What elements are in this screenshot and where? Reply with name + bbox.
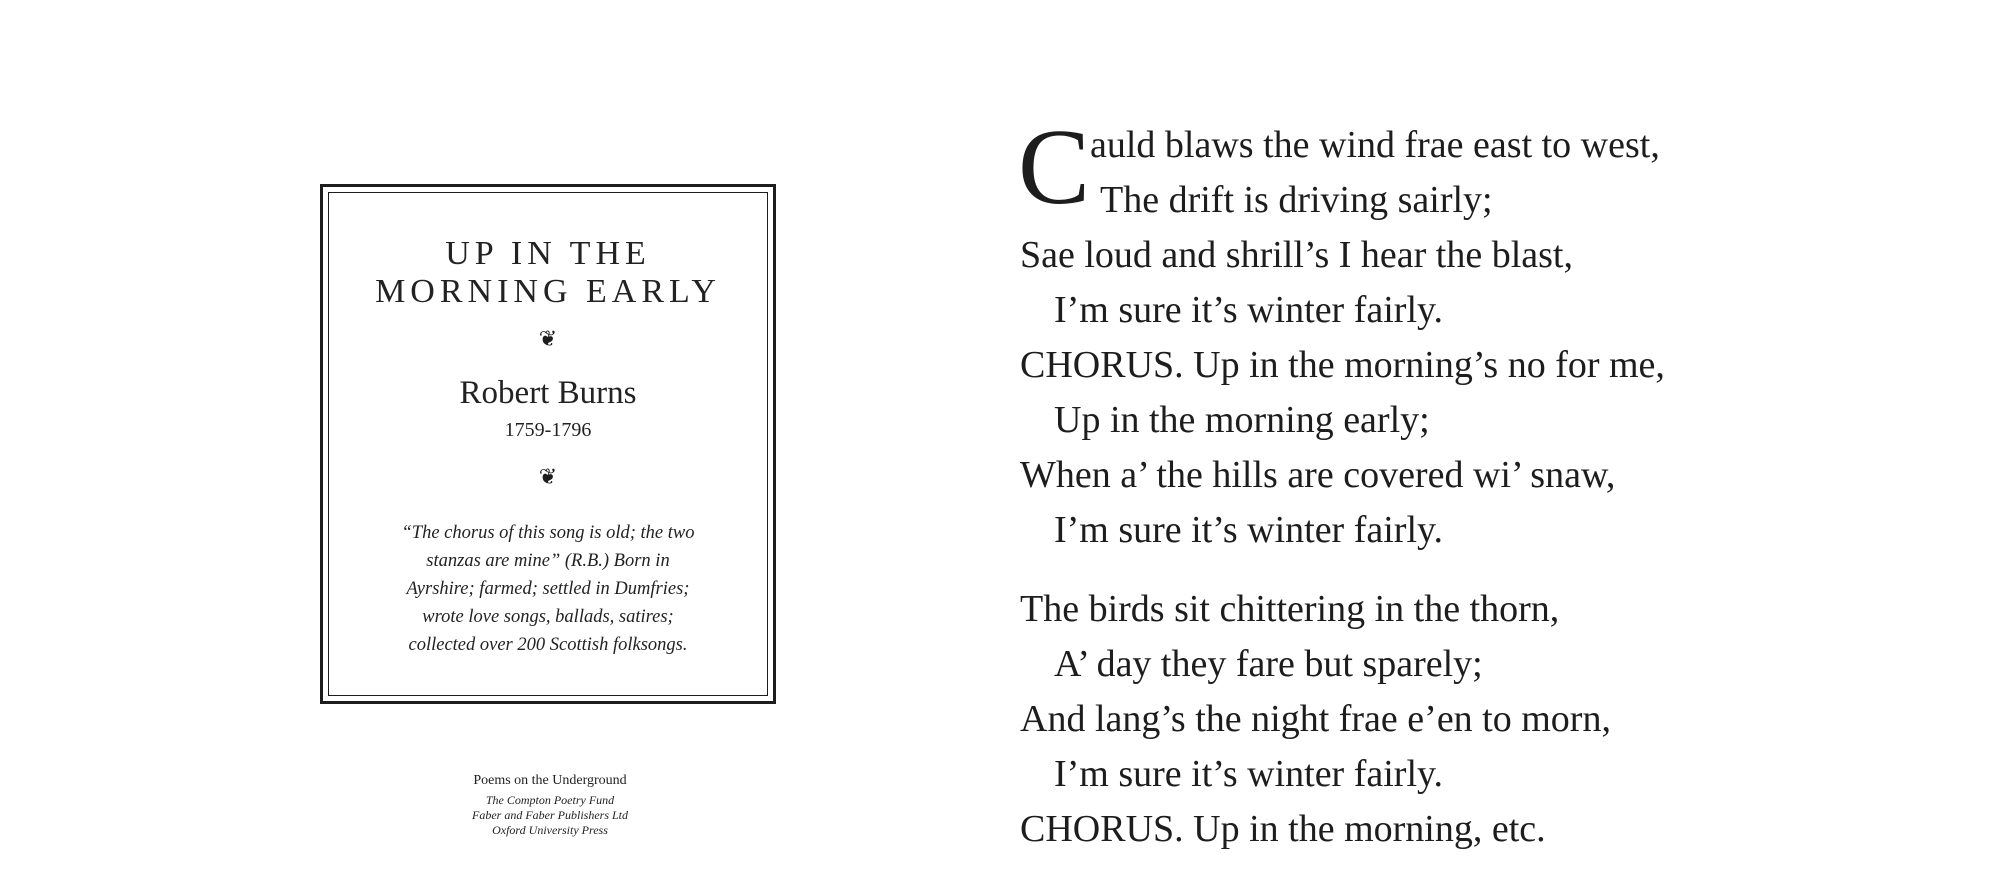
author-note-line: Ayrshire; farmed; settled in Dumfries; — [406, 579, 690, 599]
poem-title-line-1: UP IN THE — [445, 235, 651, 272]
author-note-line: wrote love songs, ballads, satires; — [422, 607, 674, 627]
floral-ornament-icon: ❦ — [538, 465, 558, 490]
poem-line: Up in the morning early; — [1054, 399, 1430, 441]
poem-title-line-2: MORNING EARLY — [375, 273, 721, 310]
poem-line: The birds sit chittering in the thorn, — [1020, 588, 1560, 630]
poem-line: I’m sure it’s winter fairly. — [1054, 509, 1444, 551]
poem-line: I’m sure it’s winter fairly. — [1054, 289, 1444, 331]
author-note — [323, 519, 773, 659]
credits — [400, 772, 700, 838]
author-note-line: stanzas are mine” (R.B.) Born in — [426, 551, 670, 571]
drop-cap: C — [1018, 108, 1091, 227]
poem-line: I’m sure it’s winter fairly. — [1054, 753, 1444, 795]
poem-body — [1018, 108, 1900, 857]
poem-line: CHORUS. Up in the morning’s no for me, — [1020, 344, 1665, 386]
title-panel — [320, 184, 776, 704]
credits-line: The Compton Poetry Fund — [485, 793, 615, 807]
author-dates: 1759-1796 — [504, 419, 592, 441]
poem-line: A’ day they fare but sparely; — [1054, 643, 1483, 685]
poem-line: CHORUS. Up in the morning, etc. — [1020, 808, 1546, 850]
stanza-break — [1020, 558, 1900, 582]
credits-line: Oxford University Press — [492, 823, 608, 837]
author-name: Robert Burns — [459, 375, 637, 411]
poem-line: Sae loud and shrill’s I hear the blast, — [1020, 234, 1573, 276]
poem-title — [323, 235, 773, 311]
author-note-line: collected over 200 Scottish folksongs. — [408, 635, 688, 655]
poem-line-text: The drift is driving sairly; — [1100, 179, 1493, 221]
poem-line: And lang’s the night frae e’en to morn, — [1020, 698, 1611, 740]
floral-ornament-icon: ❦ — [538, 327, 558, 352]
credits-heading: Poems on the Underground — [473, 773, 627, 788]
poem-line-text: auld blaws the wind frae east to west, — [1090, 124, 1660, 166]
poem-line — [1020, 173, 1900, 228]
credits-line: Faber and Faber Publishers Ltd — [472, 808, 628, 822]
poem-line: When a’ the hills are covered wi’ snaw, — [1020, 454, 1616, 496]
author-note-line: “The chorus of this song is old; the two — [401, 523, 695, 543]
